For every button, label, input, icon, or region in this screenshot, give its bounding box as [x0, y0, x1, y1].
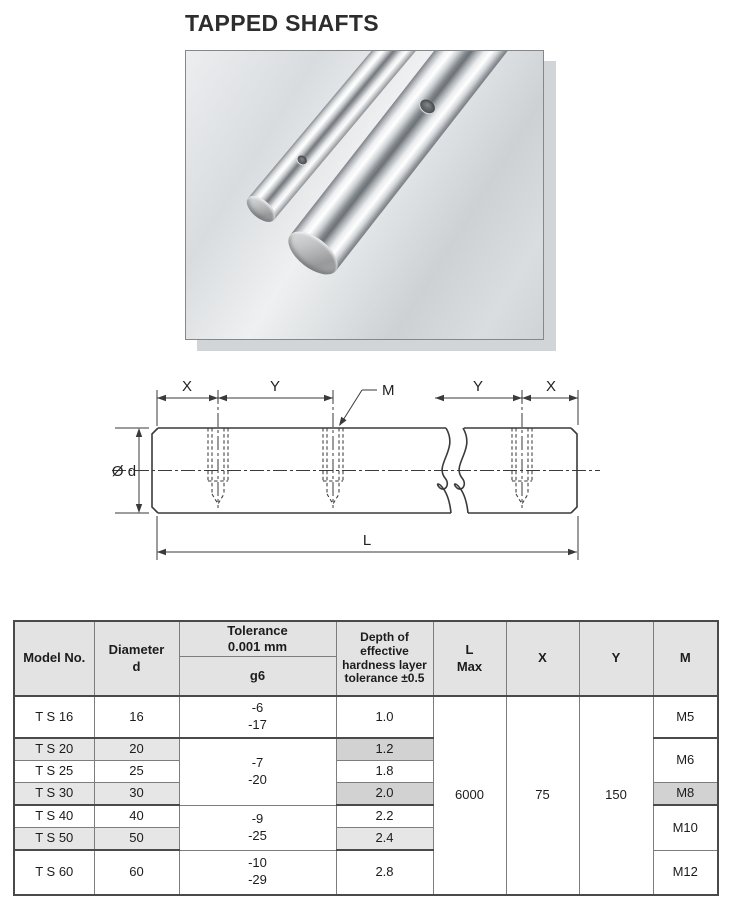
depth-cell: 1.8 [336, 761, 433, 783]
shaft-large-image [290, 50, 544, 271]
dim-label-y-left: Y [269, 378, 281, 395]
model-cell: T S 20 [14, 738, 94, 761]
x-cell: 75 [506, 696, 579, 895]
dim-arrow [568, 549, 577, 555]
dim-arrow [569, 395, 578, 401]
diameter-cell: 16 [94, 696, 179, 738]
header-tolerance: Tolerance 0.001 mm [179, 621, 336, 657]
header-depth: Depth of effective hardness layer tolerance ±0.5 [336, 621, 433, 696]
page-title: TAPPED SHAFTS [185, 10, 379, 36]
shaft-end-face [242, 191, 280, 227]
table-header [14, 621, 718, 696]
header-m: M [653, 621, 718, 696]
technical-drawing [0, 368, 730, 583]
thread-cell: M5 [653, 696, 718, 738]
dim-arrow [157, 395, 166, 401]
thread-cell: M6 [653, 738, 718, 783]
header-diameter: Diameter d [94, 621, 179, 696]
dim-label-x-right: X [545, 378, 557, 395]
tapped-hole-image [296, 154, 309, 167]
diameter-cell: 60 [94, 850, 179, 895]
tolerance-cell: -7 -20 [179, 738, 336, 805]
diameter-cell: 50 [94, 828, 179, 851]
tapped-hole-image [418, 97, 438, 116]
dim-arrow [209, 395, 218, 401]
model-cell: T S 16 [14, 696, 94, 738]
dim-arrow [324, 395, 333, 401]
dim-label-y-right: Y [472, 378, 484, 395]
y-cell: 150 [579, 696, 653, 895]
depth-cell: 2.4 [336, 828, 433, 851]
model-cell: T S 60 [14, 850, 94, 895]
model-cell: T S 30 [14, 783, 94, 806]
diameter-cell: 25 [94, 761, 179, 783]
thread-cell: M8 [653, 783, 718, 806]
model-cell: T S 50 [14, 828, 94, 851]
thread-cell: M12 [653, 850, 718, 895]
header-tolerance-grade: g6 [179, 657, 336, 697]
diameter-cell: 40 [94, 805, 179, 828]
depth-cell: 1.2 [336, 738, 433, 761]
model-cell: T S 40 [14, 805, 94, 828]
dim-arrow [522, 395, 531, 401]
product-photo [185, 50, 544, 340]
header-model: Model No. [14, 621, 94, 696]
leader-arrow [336, 417, 346, 428]
diameter-cell: 20 [94, 738, 179, 761]
header-l-max: L Max [433, 621, 506, 696]
diameter-cell: 30 [94, 783, 179, 806]
tolerance-cell: -9 -25 [179, 805, 336, 850]
tolerance-cell: -10 -29 [179, 850, 336, 895]
dim-arrow [136, 504, 142, 513]
dim-arrow [136, 428, 142, 437]
dimension-line [139, 398, 578, 552]
shaft-end-face [281, 223, 345, 282]
l-max-cell: 6000 [433, 696, 506, 895]
dim-arrow [218, 395, 227, 401]
dim-label-length: L [362, 532, 372, 549]
dim-arrow [513, 395, 522, 401]
depth-cell: 2.8 [336, 850, 433, 895]
depth-cell: 2.0 [336, 783, 433, 806]
model-cell: T S 25 [14, 761, 94, 783]
depth-cell: 2.2 [336, 805, 433, 828]
spec-table [13, 620, 719, 896]
dim-arrow [157, 549, 166, 555]
table-row [14, 696, 718, 738]
dim-label-x-left: X [181, 378, 193, 395]
header-x: X [506, 621, 579, 696]
spec-table-wrapper [13, 620, 719, 896]
dim-label-m: M [382, 382, 395, 399]
depth-cell: 1.0 [336, 696, 433, 738]
dim-label-diameter: Ø d [111, 463, 137, 480]
header-y: Y [579, 621, 653, 696]
dim-arrow [435, 395, 444, 401]
thread-cell: M10 [653, 805, 718, 850]
tolerance-cell: -6 -17 [179, 696, 336, 738]
